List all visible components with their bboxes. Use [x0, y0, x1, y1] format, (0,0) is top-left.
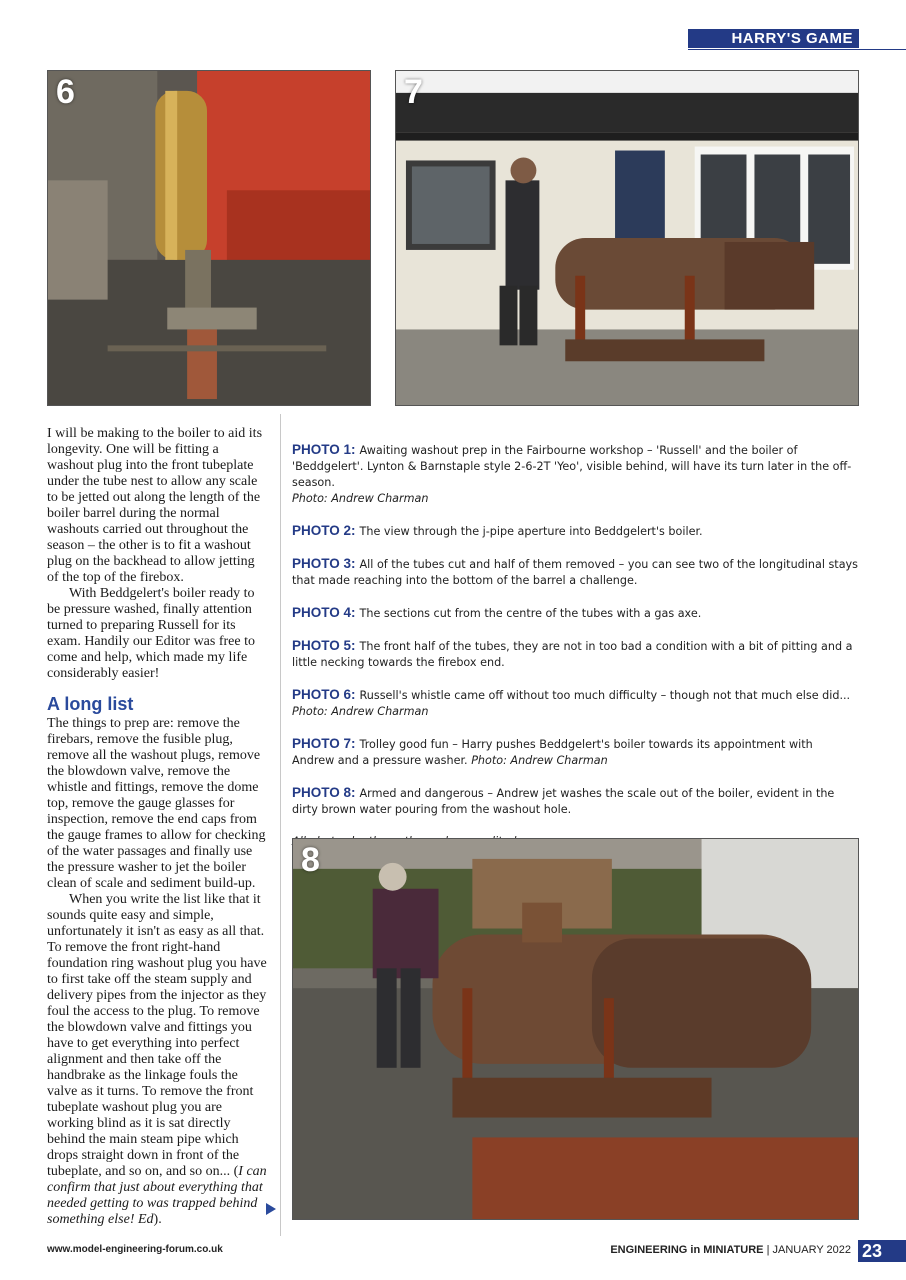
caption-credit: Photo: Andrew Charman	[471, 754, 608, 767]
caption-photo-2	[292, 523, 858, 540]
photo-6	[47, 70, 371, 406]
body-paragraph-1: I will be making to the boiler to aid its longevity. One will be fitting a washout plug into the front tubeplate under the tube nest to allow any scale to be jetted out along the length of the boiler barrel during the normal washouts carried out throughout the season – the other is to fit a washout plug on the backhead to allow jetting of the top of the firebox.	[47, 426, 263, 585]
article-body-left-column	[47, 426, 267, 1228]
caption-photo-3	[292, 556, 858, 589]
caption-photo-1	[292, 442, 858, 507]
caption-label: PHOTO 7:	[292, 736, 356, 751]
caption-label: PHOTO 2:	[292, 523, 356, 538]
body-paragraph-2: With Beddgelert's boiler ready to be pressure washed, finally attention turned to preparing Russell for its exam. Handily our Editor was free to come and help, which made my life considerably easier!	[47, 586, 255, 681]
caption-label: PHOTO 1:	[292, 442, 356, 457]
footer-separator: |	[766, 1244, 770, 1256]
caption-label: PHOTO 6:	[292, 687, 356, 702]
photo-8	[292, 838, 859, 1220]
caption-text: The sections cut from the centre of the tubes with a gas axe.	[359, 607, 702, 620]
header-rule	[688, 49, 906, 50]
section-tag: HARRY'S GAME	[688, 29, 859, 48]
photo-8-image	[293, 839, 858, 1219]
caption-text: Awaiting washout prep in the Fairbourne workshop – 'Russell' and the boiler of 'Beddgelert'. Lynton & Barnstaple style 2-6-2T 'Yeo', visible behind, will have its turn later in the off-season.	[292, 444, 852, 489]
photo-7	[395, 70, 859, 406]
photo-6-image	[48, 71, 370, 405]
caption-text: Trolley good fun – Harry pushes Beddgelert's boiler towards its appointment with Andrew and a pressure washer.	[292, 738, 813, 767]
caption-text: All of the tubes cut and half of them removed – you can see two of the longitudinal stays that made reaching into the bottom of the barrel a challenge.	[292, 558, 859, 587]
caption-credit: Photo: Andrew Charman	[292, 492, 429, 505]
caption-photo-8	[292, 785, 858, 818]
editor-note: I can confirm that just about everything that needed getting to was trapped behind something else! Ed	[47, 1164, 267, 1227]
caption-photo-7	[292, 736, 858, 769]
issue-date: JANUARY 2022	[772, 1244, 851, 1256]
body-paragraph-4-end: ).	[153, 1212, 162, 1227]
caption-photo-4	[292, 605, 858, 622]
photo-7-image	[396, 71, 858, 405]
photo-8-number: 8	[301, 841, 320, 879]
caption-text: Armed and dangerous – Andrew jet washes the scale out of the boiler, evident in the dirty brown water pouring from the washout hole.	[292, 787, 835, 816]
caption-credit: Photo: Andrew Charman	[292, 705, 429, 718]
caption-photo-6	[292, 687, 858, 720]
caption-text: Russell's whistle came off without too much difficulty – though not that much else did...	[359, 689, 851, 702]
caption-label: PHOTO 4:	[292, 605, 356, 620]
caption-label: PHOTO 8:	[292, 785, 356, 800]
body-paragraph-4	[47, 892, 267, 1228]
photo-7-number: 7	[404, 73, 423, 111]
body-paragraph-4-text: When you write the list like that it sounds quite easy and simple, unfortunately it isn't as easy as all that. To remove the front right-hand foundation ring washout plug you have to first take off the steam supply and delivery pipes from the injector as they foul the access to the plug. To remove the blowdown valve and fittings you have to get everything into perfect alignment and then take off the handbrake as the linkage fouls the valve as it turns. To remove the front tubeplate washout plug you are working blind as it is sat directly behind the main steam pipe which drops straight down in front of the tubeplate, and so on, and so on... (	[47, 892, 267, 1179]
page-number: 23	[858, 1240, 906, 1262]
caption-label: PHOTO 5:	[292, 638, 356, 653]
section-heading: A long list	[47, 694, 134, 714]
body-paragraph-3: The things to prep are: remove the firebars, remove the fusible plug, remove all the washout plugs, remove the blowdown valve, remove the whistle and fittings, remove the dome top, remove the gauge glasses for inspection, remove the end caps from the gauge frames to allow for checking of the water passages and finally use the pressure washer to jet the boiler clean of scale and sediment build-up.	[47, 716, 266, 891]
caption-photo-5	[292, 638, 858, 671]
caption-label: PHOTO 3:	[292, 556, 356, 571]
caption-text: The view through the j-pipe aperture into Beddgelert's boiler.	[359, 525, 703, 538]
continue-arrow-icon	[266, 1203, 276, 1215]
caption-text: The front half of the tubes, they are not in too bad a condition with a bit of pitting and a little necking towards the firebox end.	[292, 640, 853, 669]
photo-captions	[292, 442, 858, 866]
magazine-name: ENGINEERING in MINIATURE	[610, 1244, 764, 1256]
footer-magazine	[610, 1244, 851, 1256]
photo-6-number: 6	[56, 73, 75, 111]
footer-url: www.model-engineering-forum.co.uk	[47, 1244, 223, 1255]
column-divider	[280, 414, 281, 1236]
